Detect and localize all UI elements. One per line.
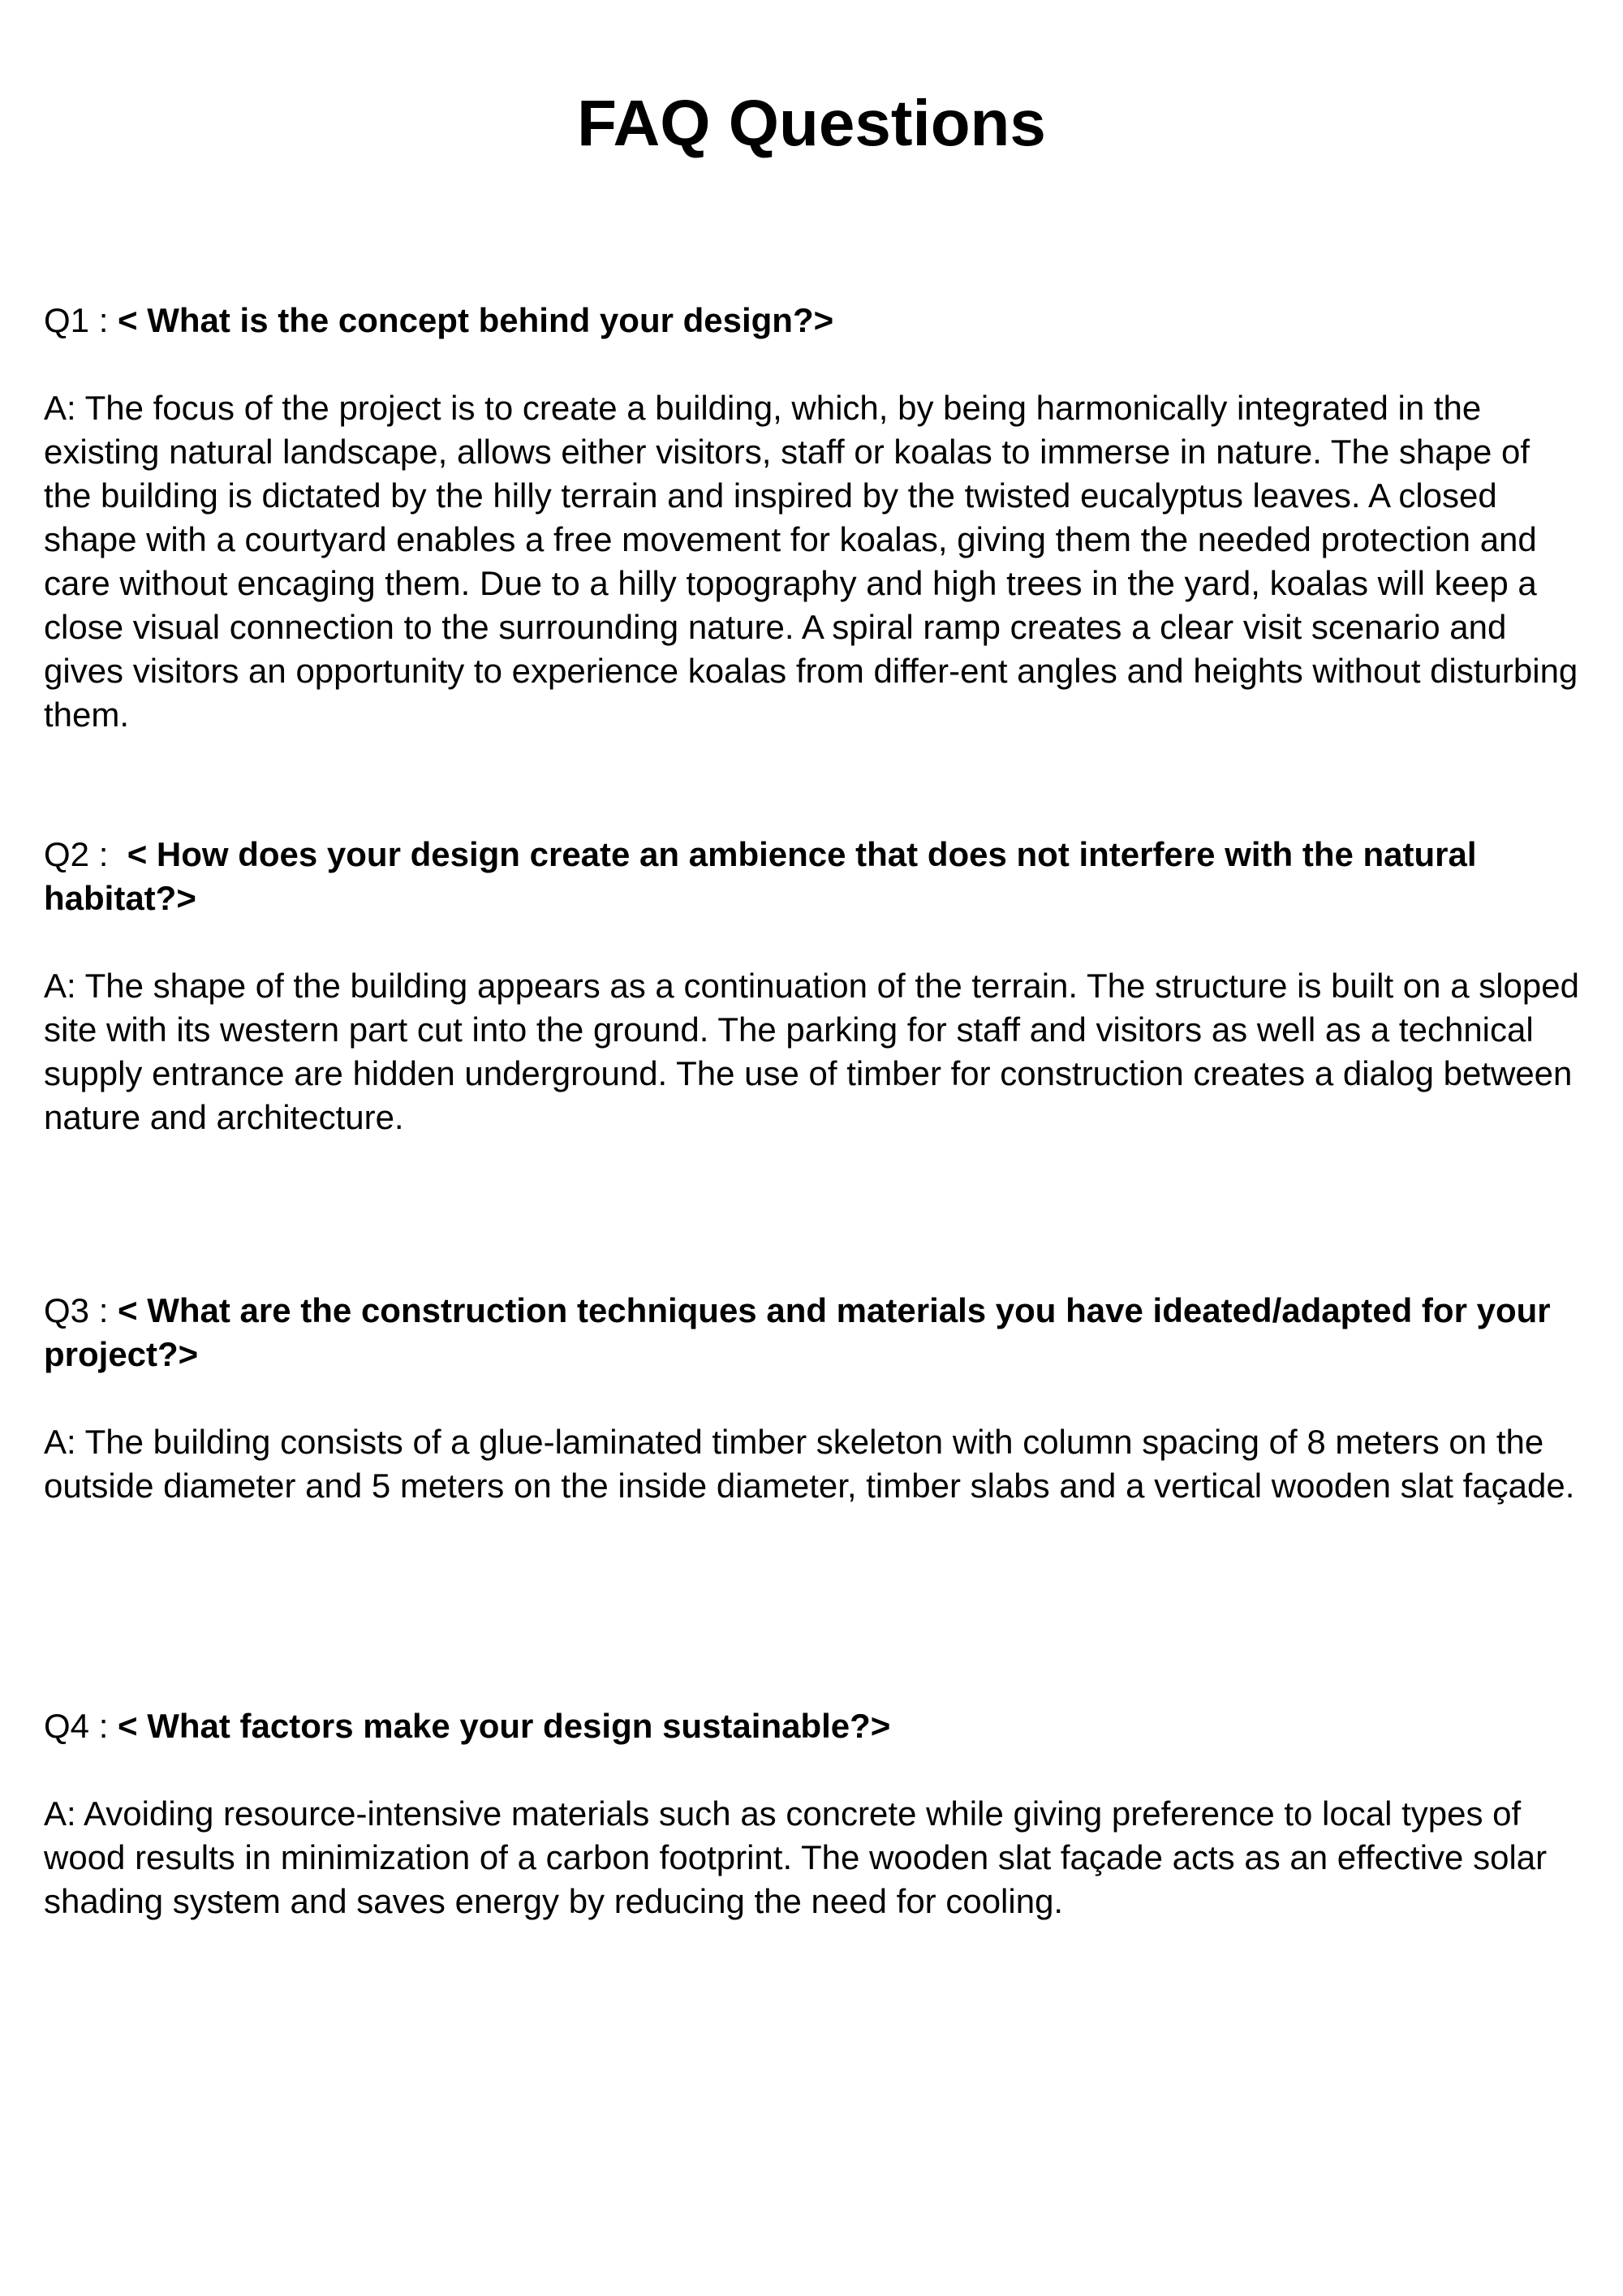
faq-question (44, 299, 1586, 342)
faq-answer: A: The focus of the project is to create a building, which, by being harmonically integrated in the existing natural landscape, allows either visitors, staff or koalas to immerse in nature. The shape of the building is dictated by the hilly terrain and inspired by the twisted eucalyptus leaves. A closed shape with a courtyard enables a free movement for koalas, giving them the needed protection and care without encaging them. Due to a hilly topography and high trees in the yard, koalas will keep a close visual connection to the surrounding nature. A spiral ramp creates a clear visit scenario and gives visitors an opportunity to experience koalas from differ-ent angles and heights without disturbing them. (44, 389, 1578, 734)
faq-question (44, 1704, 1586, 1748)
question-text: < How does your design create an ambience that does not interfere with the natural habitat?> (44, 835, 1477, 917)
question-number: Q2 : (44, 835, 127, 873)
faq-item-q1 (44, 299, 1586, 737)
page-title: FAQ Questions (577, 87, 1046, 159)
question-number: Q4 : (44, 1707, 118, 1745)
faq-answer: A: The building consists of a glue-laminated timber skeleton with column spacing of 8 meters on the outside diameter and 5 meters on the inside diameter, timber slabs and a vertical wooden slat façade. (44, 1423, 1575, 1505)
faq-question (44, 1289, 1586, 1376)
faq-item-q4 (44, 1704, 1586, 1923)
question-text: < What factors make your design sustainable?> (118, 1707, 891, 1745)
question-number: Q1 : (44, 301, 118, 339)
faq-answer: A: Avoiding resource-intensive materials such as concrete while giving preference to local types of wood results in minimization of a carbon footprint. The wooden slat façade acts as an effective solar shading system and saves energy by reducing the need for cooling. (44, 1794, 1548, 1920)
faq-answer: A: The shape of the building appears as a continuation of the terrain. The structure is built on a sloped site with its western part cut into the ground. The parking for staff and visitors as well as a technical supply entrance are hidden underground. The use of timber for construction creates a dialog between nature and architecture. (44, 967, 1579, 1136)
faq-item-q2 (44, 833, 1586, 1139)
question-text: < What are the construction techniques and materials you have ideated/adapted for your project?> (44, 1291, 1551, 1373)
question-text: < What is the concept behind your design?> (118, 301, 834, 339)
question-number: Q3 : (44, 1291, 118, 1329)
faq-question (44, 833, 1586, 920)
faq-item-q3 (44, 1289, 1586, 1508)
